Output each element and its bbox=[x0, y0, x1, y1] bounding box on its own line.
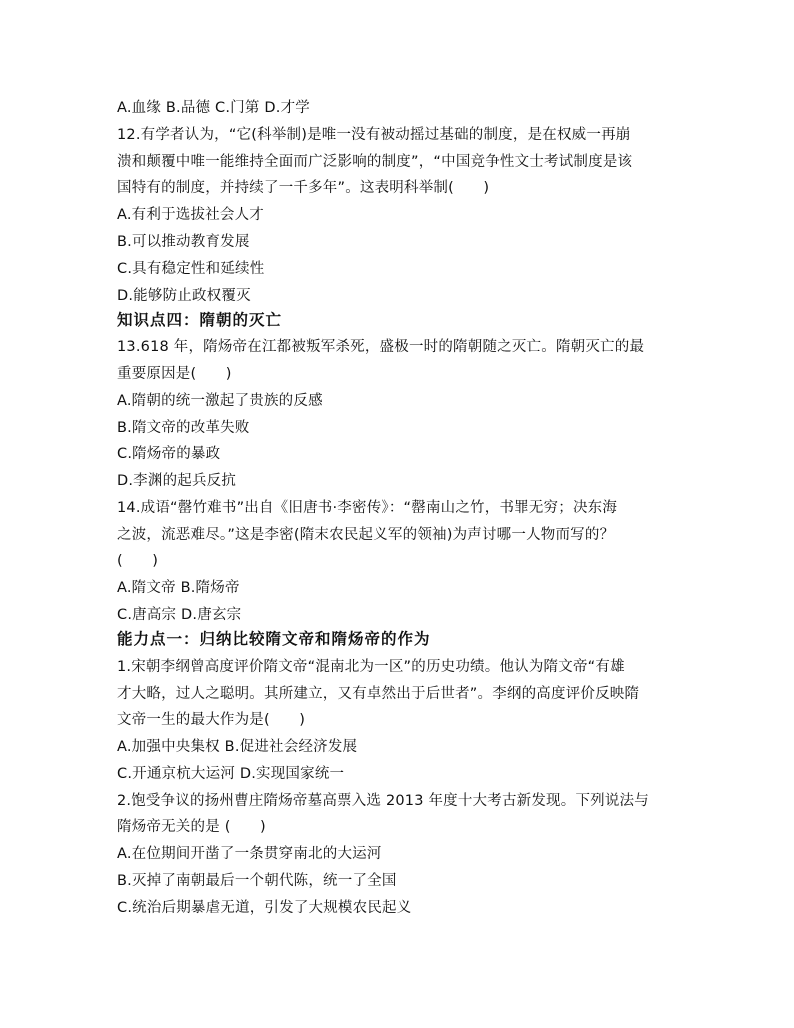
q12-option-d: D.能够防止政权覆灭 bbox=[117, 288, 251, 304]
q14-stem-line-2: 之波，流恶难尽。”这是李密(隋末农民起义军的领袖)为声讨哪一人物而写的？ bbox=[117, 527, 615, 543]
a1-stem-line-1: 1.宋朝李纲曾高度评价隋文帝“混南北为一区”的历史功绩。他认为隋文帝“有雄 bbox=[117, 659, 625, 675]
q14-options-ab: A.隋文帝 B.隋炀帝 bbox=[117, 580, 240, 596]
q13-option-d: D.李渊的起兵反抗 bbox=[117, 473, 237, 489]
q12-stem-line-2: 溃和颠覆中唯一能维持全面而广泛影响的制度”，“中国竞争性文士考试制度是该 bbox=[117, 154, 633, 170]
section-heading-knowledge-4: 知识点四：隋朝的灭亡 bbox=[117, 310, 283, 329]
q14-stem-line-1: 14.成语“罄竹难书”出自《旧唐书·李密传》：“罄南山之竹，书罪无穷；决东海 bbox=[117, 500, 618, 516]
a2-stem-line-1: 2.饱受争议的扬州曹庄隋炀帝墓高票入选 2013 年度十大考古新发现。下列说法与 bbox=[117, 793, 649, 809]
q13-stem-line-2: 重要原因是( ) bbox=[117, 366, 232, 382]
q14-options-cd: C.唐高宗 D.唐玄宗 bbox=[117, 607, 242, 623]
q12-stem-line-1: 12.有学者认为，“它(科举制)是唯一没有被动摇过基础的制度，是在权威一再崩 bbox=[117, 127, 631, 143]
section-heading-ability-1: 能力点一：归纳比较隋文帝和隋炀帝的作为 bbox=[117, 629, 431, 648]
q14-stem-line-3: ( ) bbox=[117, 553, 159, 569]
q11-options: A.血缘 B.品德 C.门第 D.才学 bbox=[117, 100, 310, 116]
a2-option-b: B.灭掉了南朝最后一个朝代陈，统一了全国 bbox=[117, 873, 397, 889]
a2-option-a: A.在位期间开凿了一条贯穿南北的大运河 bbox=[117, 846, 382, 862]
q13-option-a: A.隋朝的统一激起了贵族的反感 bbox=[117, 393, 323, 409]
q12-option-a: A.有利于选拔社会人才 bbox=[117, 207, 264, 223]
a1-stem-line-3: 文帝一生的最大作为是( ) bbox=[117, 712, 306, 728]
q13-stem-line-1: 13.618 年，隋炀帝在江都被叛军杀死，盛极一时的隋朝随之灭亡。隋朝灭亡的最 bbox=[117, 339, 645, 355]
q12-option-b: B.可以推动教育发展 bbox=[117, 234, 250, 250]
q13-option-c: C.隋炀帝的暴政 bbox=[117, 446, 221, 462]
q12-stem-line-3: 国特有的制度，并持续了一千多年”。这表明科举制( ) bbox=[117, 180, 490, 196]
q13-option-b: B.隋文帝的改革失败 bbox=[117, 420, 250, 436]
q12-option-c: C.具有稳定性和延续性 bbox=[117, 261, 265, 277]
a1-stem-line-2: 才大略，过人之聪明。其所建立，又有卓然出于后世者”。李纲的高度评价反映隋 bbox=[117, 686, 640, 702]
a2-stem-line-2: 隋炀帝无关的是 ( ) bbox=[117, 819, 266, 835]
a1-options-cd: C.开通京杭大运河 D.实现国家统一 bbox=[117, 766, 345, 782]
a1-options-ab: A.加强中央集权 B.促进社会经济发展 bbox=[117, 739, 358, 755]
a2-option-c: C.统治后期暴虐无道，引发了大规模农民起义 bbox=[117, 900, 412, 916]
